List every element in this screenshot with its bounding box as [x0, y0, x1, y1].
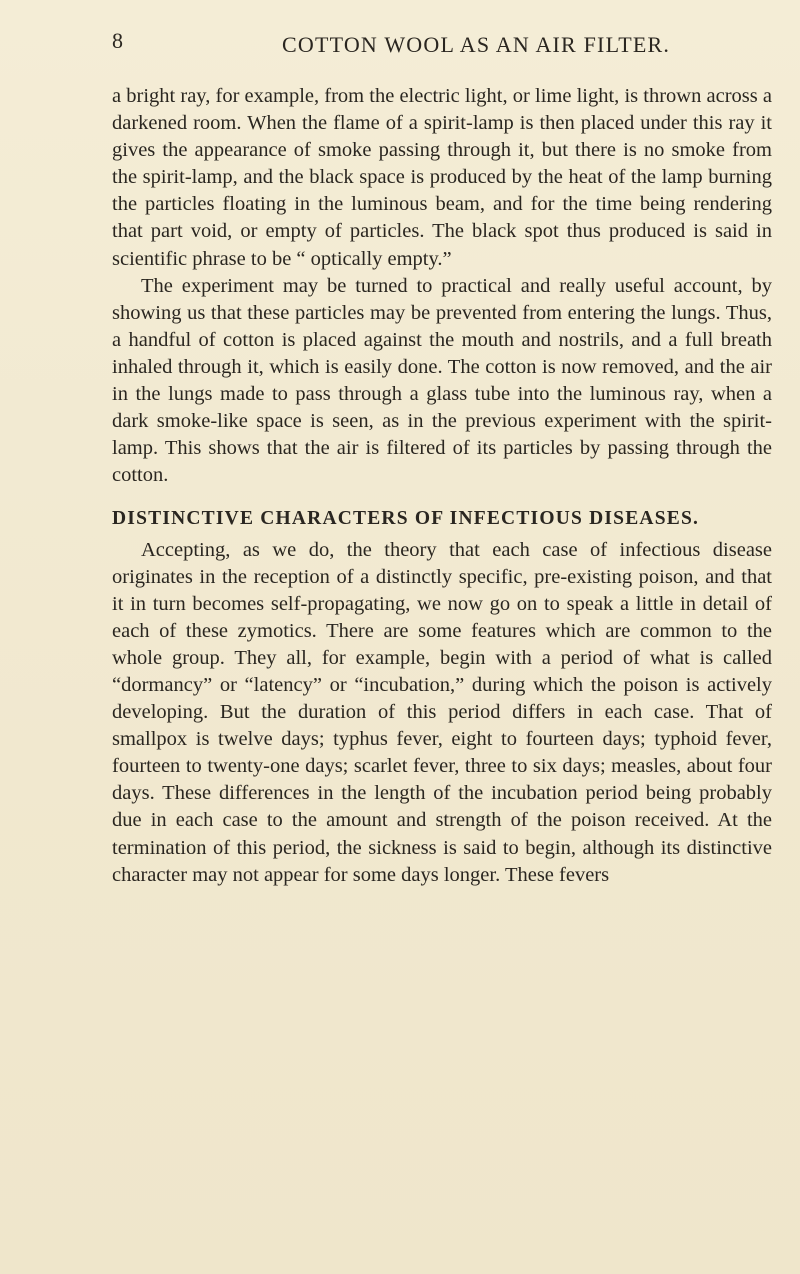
paragraph-infectious-diseases: Accepting, as we do, the theory that each case of infectious disease originates in the reception of a distinctly specific, pre-existing poison, and that it in turn becomes self-propagating, we now go on to speak a little in detail of each of these zymotics. There are some features which are common to the whole group. They all, for example, begin with a period of what is called “dormancy” or “latency” or “incubation,” during which the poison is actively developing. But the duration of this period differs in each case. That of smallpox is twelve days; typhus fever, eight to fourteen days; typhoid fever, fourteen to twenty-one days; scarlet fever, three to six days; measles, about four days. These differences in the length of the incubation period being probably due in each case to the amount and strength of the poison received. At the termination of this period, the sickness is said to begin, although its distinctive character may not appear for some days longer. These fevers [112, 538, 772, 886]
paragraph-continuation: a bright ray, for example, from the electric light, or lime light, is thrown across a darkened room. When the flame of a spirit-lamp is then placed under this ray it gives the appearance of smoke passing through it, but there is no smoke from the spirit-lamp, and the black space is produced by the heat of the lamp burning the particles floating in the luminous beam, and for the time being rendering that part void, or empty of particles. The black spot thus produced is said in scientific phrase to be “ optically empty.” [112, 85, 772, 270]
page-number: 8 [112, 28, 124, 53]
section-heading: DISTINCTIVE CHARACTERS OF INFECTIOUS DISEASES. [112, 508, 700, 530]
paragraph-experiment: The experiment may be turned to practical and really useful account, by showing us that these particles may be prevented from entering the lungs. Thus, a handful of cotton is placed against the mouth and nostrils, and a full breath inhaled through it, which is easily done. The cotton is now removed, and the air in the lungs made to pass through a glass tube into the luminous ray, when a dark smoke-like space is seen, as in the previous experiment with the spirit-lamp. This shows that the air is filtered of its particles by passing through the cotton. [112, 274, 772, 487]
body-text [112, 83, 772, 889]
running-header [112, 28, 672, 60]
running-title: COTTON WOOL AS AN AIR FILTER. [282, 32, 671, 57]
